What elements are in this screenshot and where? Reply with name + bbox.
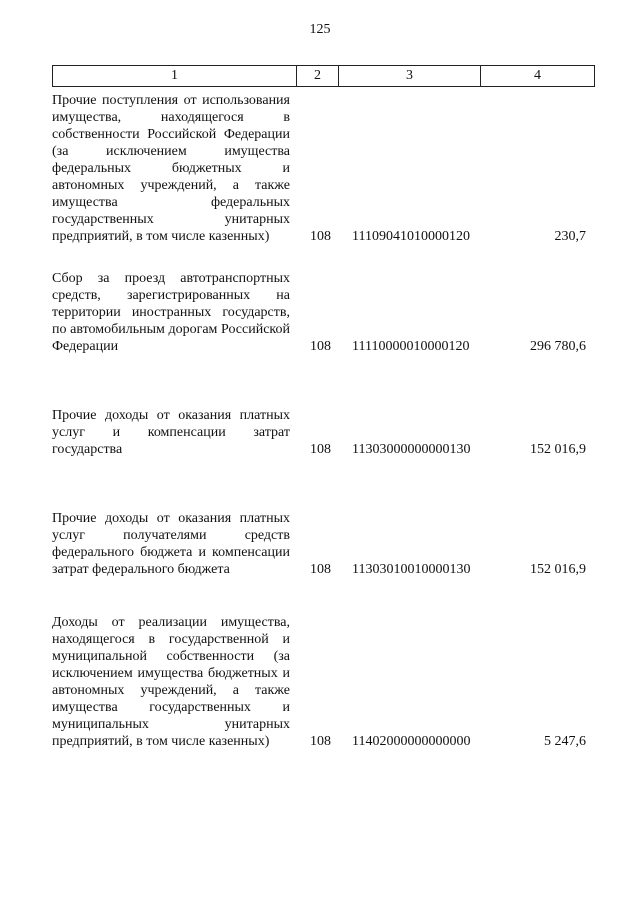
- row-admin-code: 108: [310, 734, 331, 749]
- row-amount: 152 016,9: [530, 442, 586, 457]
- row-budget-code: 11109041010000120: [352, 229, 470, 244]
- row-description: Прочие доходы от оказания платных услуг получателями средств федерального бюджета и компенсации затрат федерального бюджета: [52, 511, 290, 577]
- row-budget-code: 11110000010000120: [352, 339, 470, 354]
- row-budget-code: 11303010010000130: [352, 562, 471, 577]
- column-header-table: [52, 65, 595, 87]
- row-description: Доходы от реализации имущества, находящегося в государственной и муниципальной собственности (за исключением имущества бюджетных и автономных учреждений, а также имущества государственных и муниципальных унитарных предприятий, в том числе казенных): [52, 615, 290, 749]
- row-admin-code: 108: [310, 339, 331, 354]
- row-budget-code: 11402000000000000: [352, 734, 471, 749]
- page-number: 125: [309, 22, 331, 37]
- row-amount: 152 016,9: [530, 562, 586, 577]
- column-header-4: 4: [481, 66, 595, 87]
- row-amount: 5 247,6: [544, 734, 586, 749]
- row-admin-code: 108: [310, 442, 331, 457]
- row-admin-code: 108: [310, 229, 331, 244]
- column-header-row: [53, 66, 595, 87]
- table-row: [52, 510, 594, 578]
- row-admin-code: 108: [310, 562, 331, 577]
- row-budget-code: 11303000000000130: [352, 442, 471, 457]
- column-header-3: 3: [339, 66, 481, 87]
- row-amount: 230,7: [554, 229, 586, 244]
- row-description: Прочие доходы от оказания платных услуг и компенсации затрат государства: [52, 408, 290, 457]
- row-description: Сбор за проезд автотранспортных средств, зарегистрированных на территории иностранных государств, по автомобильным дорогам Российской Федерации: [52, 271, 290, 354]
- revenue-rows: [52, 92, 594, 750]
- row-description: Прочие поступления от использования имущества, находящегося в собственности Российской Федерации (за исключением имущества федеральных бюджетных и автономных учреждений, а также имущества федеральных государственных унитарных предприятий, в том числе казенных): [52, 93, 290, 244]
- table-row: [52, 270, 594, 355]
- table-row: [52, 407, 594, 458]
- row-amount: 296 780,6: [530, 339, 586, 354]
- table-row: [52, 92, 594, 245]
- column-header-2: 2: [297, 66, 339, 87]
- column-header-1: 1: [53, 66, 297, 87]
- table-row: [52, 614, 594, 750]
